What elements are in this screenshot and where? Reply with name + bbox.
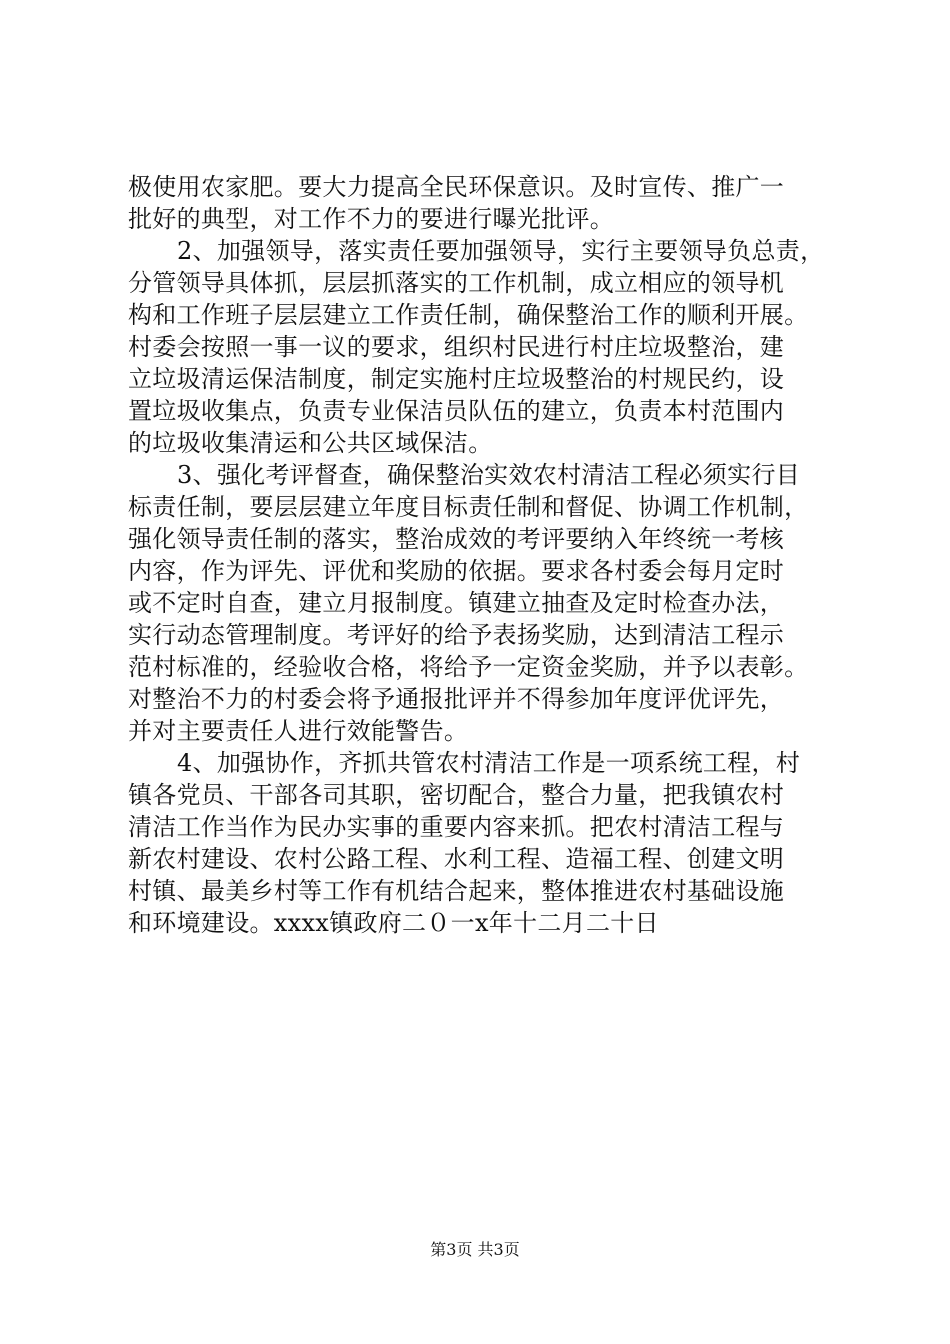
text-line: 分管领导具体抓，层层抓落实的工作机制，成立相应的领导机 — [128, 269, 785, 297]
text-line: 构和工作班子层层建立工作责任制，确保整治工作的顺利开展。 — [128, 301, 809, 329]
text-line: 立垃圾清运保洁制度，制定实施村庄垃圾整治的村规民约，设 — [128, 365, 785, 393]
text-line: 和环境建设。xxxx镇政府二０一x年十二月二十日 — [128, 909, 659, 937]
text-line: 新农村建设、农村公路工程、水利工程、造福工程、创建文明 — [128, 845, 785, 873]
text-line: 并对主要责任人进行效能警告。 — [128, 717, 469, 745]
text-line: 或不定时自查，建立月报制度。镇建立抽查及定时检查办法， — [128, 589, 785, 617]
paragraph-2-start: 2、加强领导，落实责任要加强领导，实行主要领导负总责， — [177, 237, 825, 265]
text-line: 强化领导责任制的落实，整治成效的考评要纳入年终统一考核 — [128, 525, 785, 553]
text-line: 极使用农家肥。要大力提高全民环保意识。及时宣传、推广一 — [128, 173, 785, 201]
text-line: 范村标准的，经验收合格，将给予一定资金奖励，并予以表彰。 — [128, 653, 809, 681]
document-body — [128, 171, 848, 939]
text-line: 置垃圾收集点，负责专业保洁员队伍的建立，负责本村范围内 — [128, 397, 785, 425]
text-line: 实行动态管理制度。考评好的给予表扬奖励，达到清洁工程示 — [128, 621, 785, 649]
text-line: 内容，作为评先、评优和奖励的依据。要求各村委会每月定时 — [128, 557, 785, 585]
text-line: 对整治不力的村委会将予通报批评并不得参加年度评优评先， — [128, 685, 785, 713]
text-line: 清洁工作当作为民办实事的重要内容来抓。把农村清洁工程与 — [128, 813, 785, 841]
text-line: 的垃圾收集清运和公共区域保洁。 — [128, 429, 493, 457]
paragraph-4-start: 4、加强协作，齐抓共管农村清洁工作是一项系统工程，村 — [177, 749, 801, 777]
page-footer: 第3页 共3页 — [430, 1240, 520, 1259]
text-line: 村委会按照一事一议的要求，组织村民进行村庄垃圾整治，建 — [128, 333, 785, 361]
paragraph-3-start: 3、强化考评督查，确保整治实效农村清洁工程必须实行目 — [177, 461, 801, 489]
text-line: 批好的典型，对工作不力的要进行曝光批评。 — [128, 205, 614, 233]
text-line: 标责任制，要层层建立年度目标责任制和督促、协调工作机制， — [128, 493, 809, 521]
text-line: 村镇、最美乡村等工作有机结合起来，整体推进农村基础设施 — [128, 877, 785, 905]
text-line: 镇各党员、干部各司其职，密切配合，整合力量，把我镇农村 — [128, 781, 785, 809]
